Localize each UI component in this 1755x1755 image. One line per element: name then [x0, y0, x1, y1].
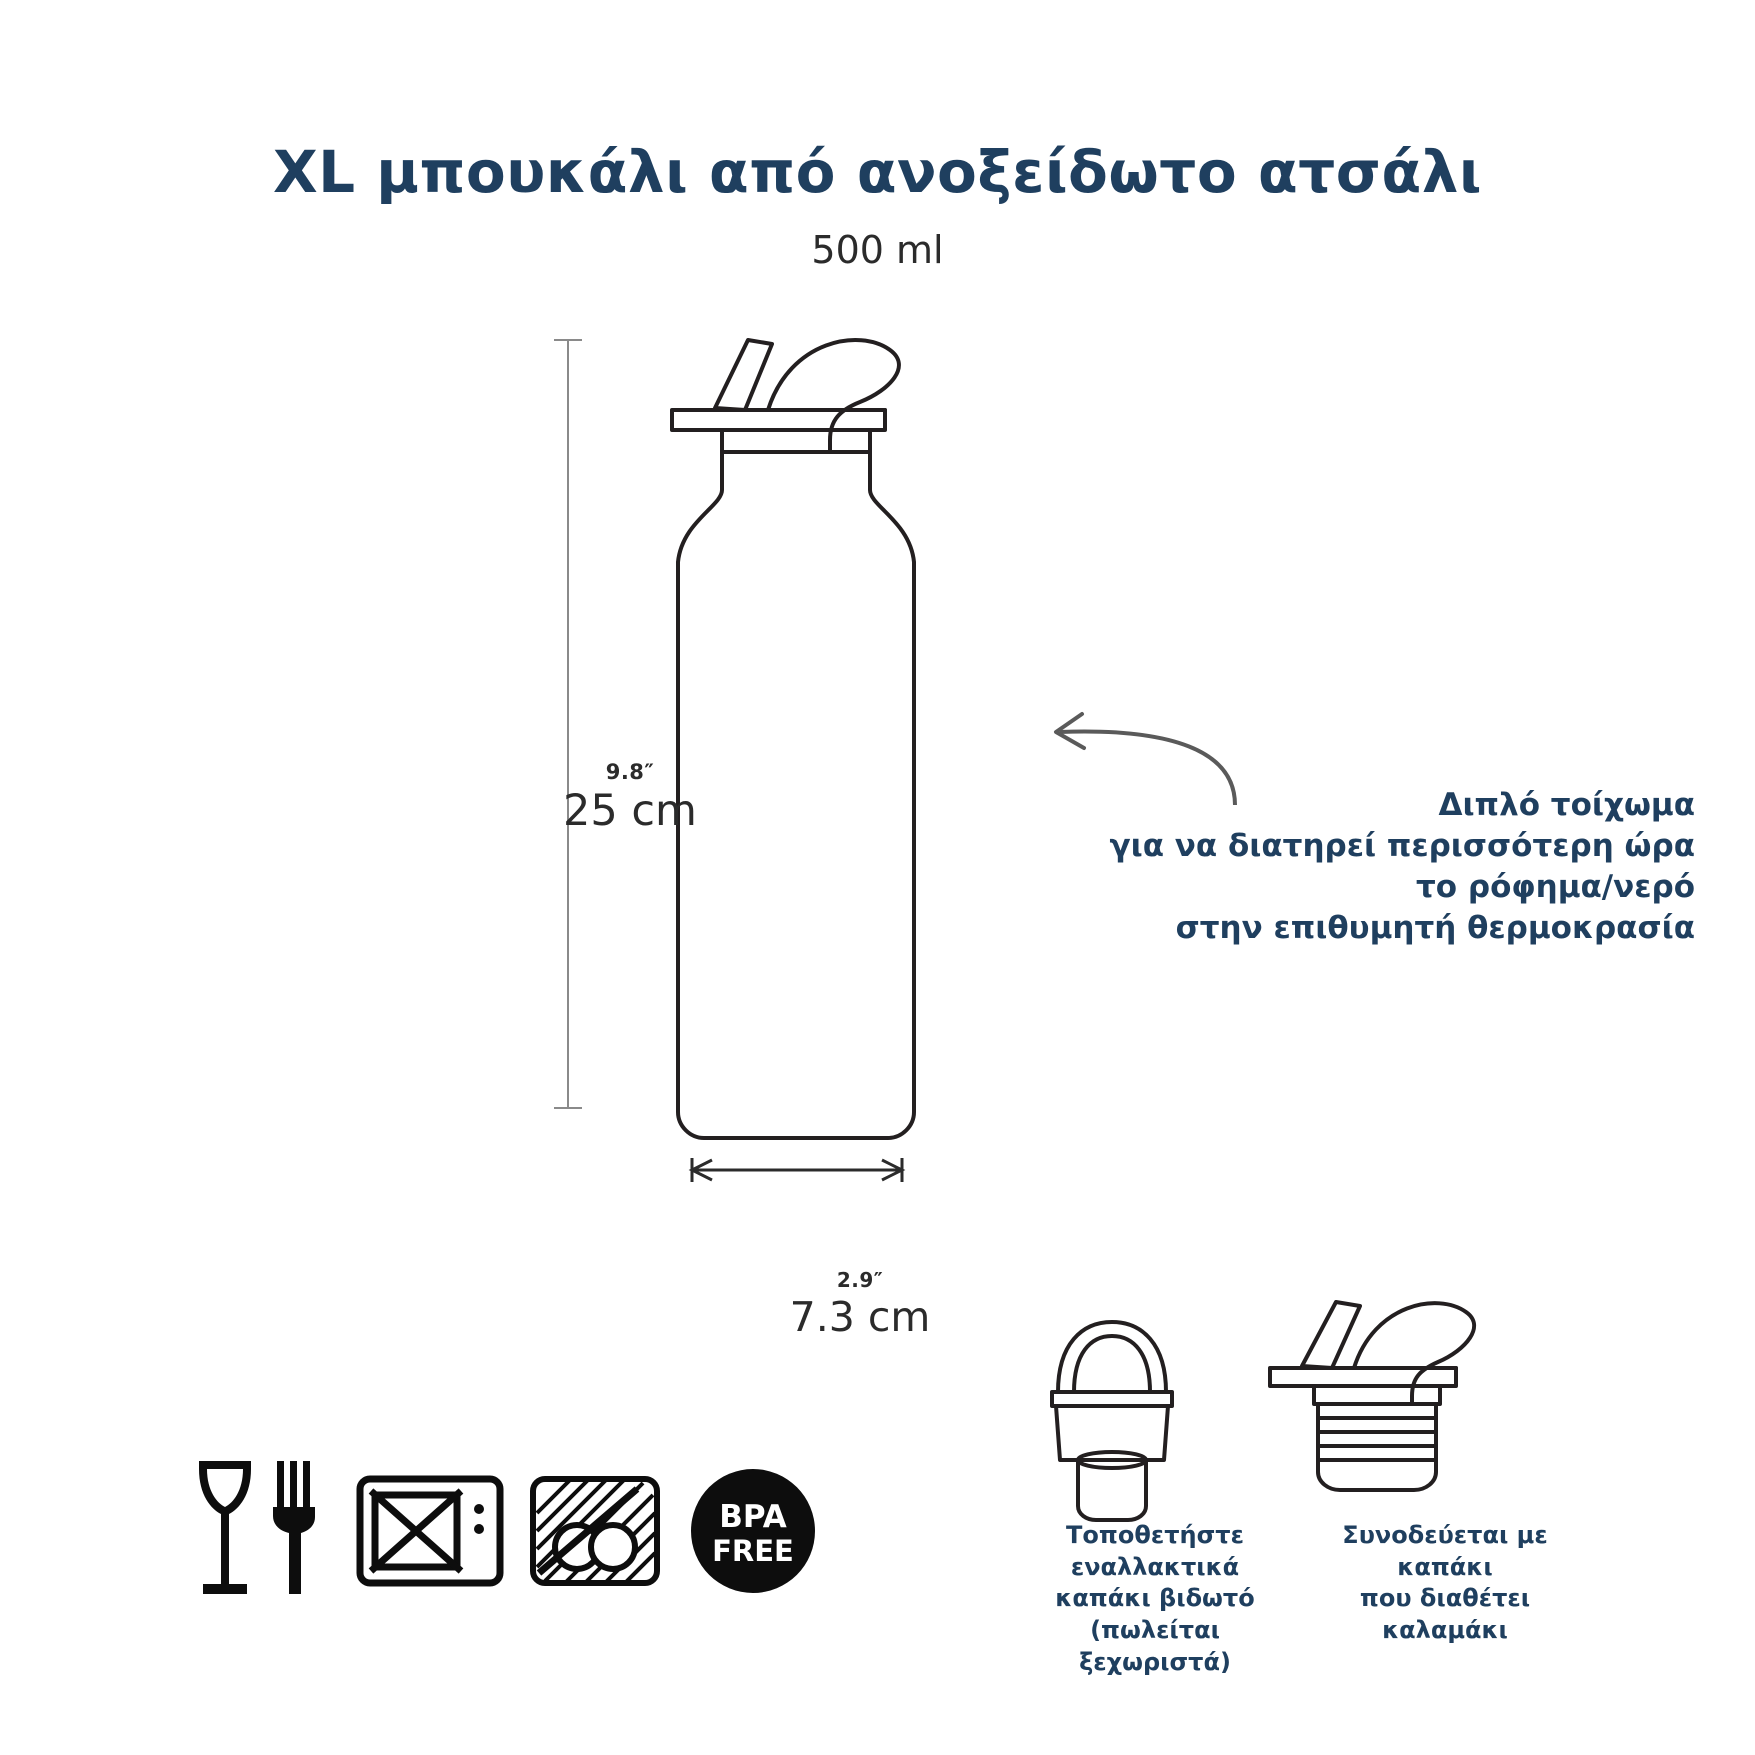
height-dimension-label — [560, 760, 700, 836]
width-cm: 7.3 cm — [789, 1293, 931, 1341]
page-title: XL μπουκάλι από ανοξείδωτο ατσάλι — [272, 138, 1483, 206]
no-microwave-icon — [360, 1479, 500, 1583]
bpa-free-icon — [691, 1469, 815, 1593]
width-dimension-line — [692, 1158, 902, 1182]
straw-lid-line-2: που διαθέτει καλαμάκι — [1359, 1584, 1531, 1645]
screw-lid-line-2: εναλλακτικά — [1070, 1552, 1240, 1581]
callout-line-3: το ρόφημα/νερό — [1416, 868, 1695, 905]
straw-lid-caption — [1300, 1520, 1590, 1647]
screw-lid-line-1: Τοποθετήστε — [1066, 1521, 1244, 1549]
certification-icons — [185, 1455, 845, 1615]
lid-illustrations — [1020, 1300, 1580, 1530]
screw-lid-line-3: καπάκι βιδωτό — [1055, 1584, 1255, 1613]
page-subtitle: 500 ml — [811, 228, 944, 272]
screw-lid-icon — [1052, 1322, 1172, 1520]
height-dimension-line — [554, 340, 582, 1108]
callout-line-1: Διπλό τοίχωμα — [1438, 787, 1695, 823]
food-safe-icon — [193, 1461, 315, 1594]
double-wall-callout — [1055, 785, 1695, 949]
screw-lid-caption — [1010, 1520, 1300, 1678]
screw-lid-line-4: (πωλείται ξεχωριστά) — [1079, 1616, 1231, 1676]
svg-text:FREE: FREE — [712, 1534, 794, 1568]
width-dimension-label — [740, 1268, 980, 1341]
width-inches: 2.9″ — [836, 1268, 884, 1292]
height-inches: 9.8″ — [605, 760, 655, 784]
straw-lid-icon — [1270, 1302, 1474, 1490]
callout-line-4: στην επιθυμητή θερμοκρασία — [1175, 909, 1695, 946]
straw-lid-line-1: Συνοδεύεται με καπάκι — [1342, 1521, 1548, 1581]
svg-text:BPA: BPA — [719, 1499, 787, 1535]
height-cm: 25 cm — [563, 786, 697, 836]
no-dishwasher-icon — [533, 1479, 657, 1583]
callout-line-2: για να διατηρεί περισσότερη ώρα — [1109, 827, 1695, 864]
